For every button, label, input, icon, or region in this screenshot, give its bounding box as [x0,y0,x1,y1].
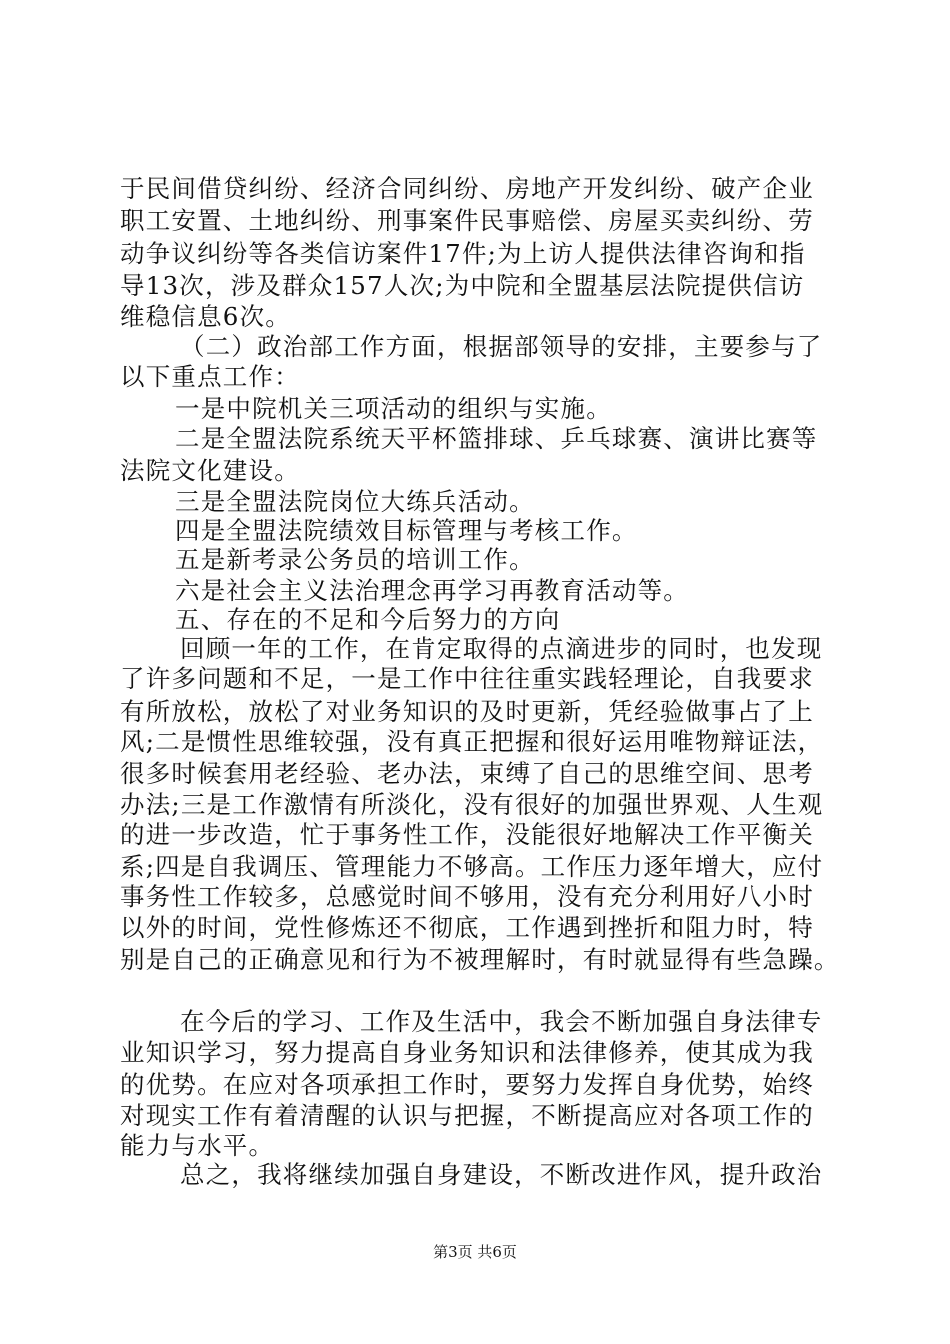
text-line: （二）政治部工作方面，根据部领导的安排，主要参与了 [180,332,823,361]
text-line: 了许多问题和不足，一是工作中往往重实践轻理论，自我要求 [120,664,814,693]
text-line: 六是社会主义法治理念再学习再教育活动等。 [175,576,689,605]
text-line: 事务性工作较多，总感觉时间不够用，没有充分利用好八小时 [120,882,814,911]
text-line: 五是新考录公务员的培训工作。 [175,545,535,574]
text-line: 别是自己的正确意见和行为不被理解时，有时就显得有些急躁。 [120,945,840,974]
section-heading: 五、存在的不足和今后努力的方向 [175,605,561,634]
text-line: 以下重点工作： [120,362,300,391]
text-line: 有所放松，放松了对业务知识的及时更新，凭经验做事占了上 [120,697,814,726]
text-line: 的优势。在应对各项承担工作时，要努力发挥自身优势，始终 [120,1070,814,1099]
text-line: 能力与水平。 [120,1131,275,1160]
text-line: 业知识学习，努力提高自身业务知识和法律修养，使其成为我 [120,1038,814,1067]
text-line: 以外的时间，党性修炼还不彻底，工作遇到挫折和阻力时，特 [120,913,814,942]
text-line: 四是全盟法院绩效目标管理与考核工作。 [175,516,638,545]
text-line: 维稳信息6次。 [120,302,291,331]
text-line: 职工安置、土地纠纷、刑事案件民事赔偿、房屋买卖纠纷、劳 [120,206,814,235]
text-line: 于民间借贷纠纷、经济合同纠纷、房地产开发纠纷、破产企业 [120,174,814,203]
text-line: 系;四是自我调压、管理能力不够高。工作压力逐年增大，应付 [120,852,824,881]
text-line: 风;二是惯性思维较强，没有真正把握和很好运用唯物辩证法， [120,727,824,756]
text-line: 二是全盟法院系统天平杯篮排球、乒乓球赛、演讲比赛等 [175,424,818,453]
text-line: 很多时候套用老经验、老办法，束缚了自己的思维空间、思考 [120,759,814,788]
text-line: 法院文化建设。 [120,456,300,485]
text-line: 导13次，涉及群众157人次;为中院和全盟基层法院提供信访 [120,271,805,300]
text-line: 在今后的学习、工作及生活中，我会不断加强自身法律专 [180,1007,823,1036]
text-line: 办法;三是工作激情有所淡化，没有很好的加强世界观、人生观 [120,790,824,819]
text-line: 回顾一年的工作，在肯定取得的点滴进步的同时，也发现 [180,634,823,663]
text-line: 动争议纠纷等各类信访案件17件;为上访人提供法律咨询和指 [120,239,806,268]
page-number: 第3页 共6页 [433,1243,517,1261]
text-line: 的进一步改造，忙于事务性工作，没能很好地解决工作平衡关 [120,820,814,849]
text-line: 总之，我将继续加强自身建设，不断改进作风，提升政治 [180,1160,823,1189]
text-line: 三是全盟法院岗位大练兵活动。 [175,487,535,516]
text-line: 对现实工作有着清醒的认识与把握，不断提高应对各项工作的 [120,1101,814,1130]
text-line: 一是中院机关三项活动的组织与实施。 [175,394,612,423]
